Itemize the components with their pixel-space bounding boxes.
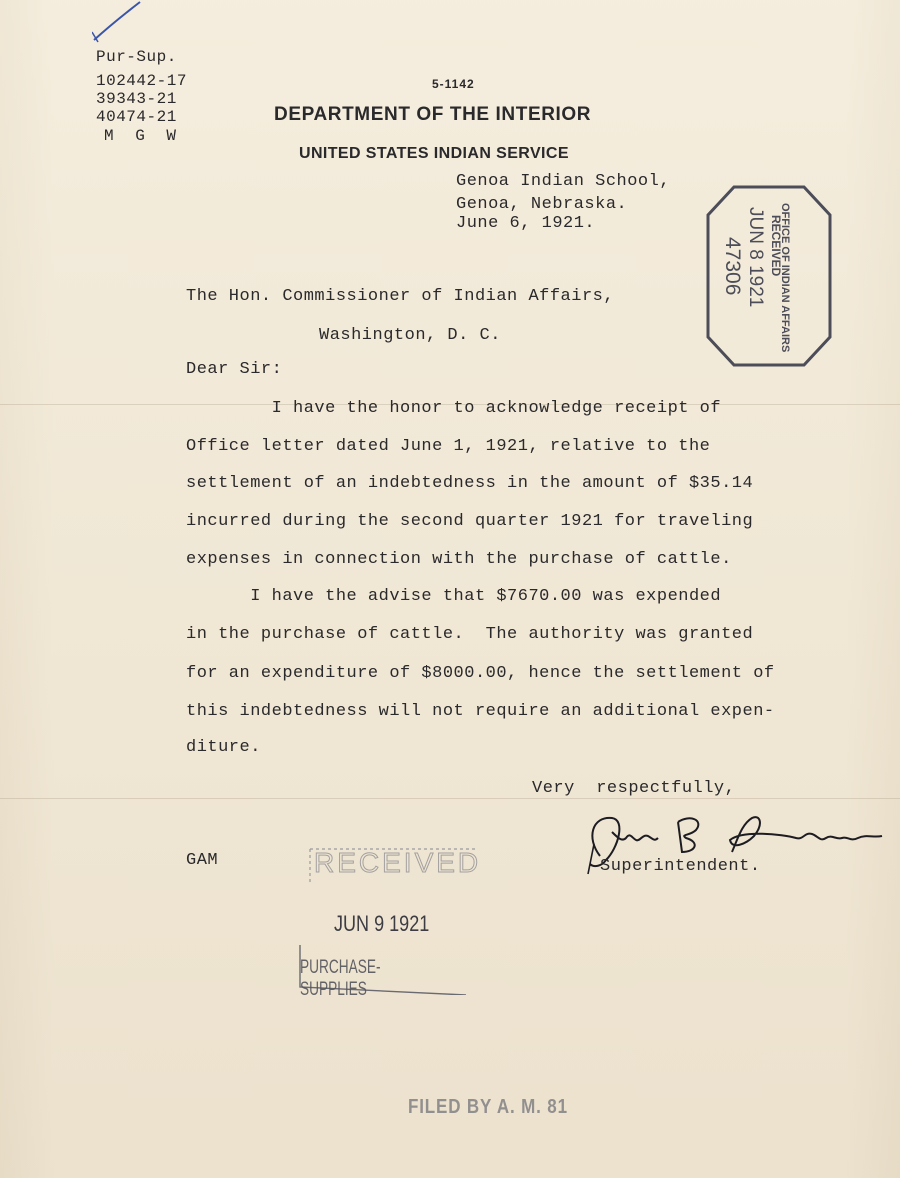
body-line: settlement of an indebtedness in the amount of $35.14 — [186, 474, 754, 493]
file-code: Pur-Sup. — [96, 48, 177, 66]
signer-title: Superintendent. — [600, 857, 761, 876]
closing: Very respectfully, — [532, 779, 736, 798]
department-heading: DEPARTMENT OF THE INTERIOR — [274, 104, 592, 125]
body-line: I have the advise that $7670.00 was expended — [186, 587, 722, 606]
stamp-date: JUN 9 1921 — [334, 911, 430, 936]
pen-mark — [92, 0, 142, 44]
recipient-title: The Hon. Commissioner of Indian Affairs, — [186, 287, 615, 306]
body-line: I have the honor to acknowledge receipt of — [186, 399, 722, 418]
body-line: in the purchase of cattle. The authority was granted — [186, 625, 754, 644]
body-line: diture. — [186, 738, 261, 757]
body-line: incurred during the second quarter 1921 for traveling — [186, 512, 754, 531]
school-name: Genoa Indian School, — [456, 172, 671, 191]
stamp-label: RECEIVED — [314, 847, 482, 878]
body-line: this indebtedness will not require an additional expen- — [186, 702, 775, 721]
reference-number: 40474-21 — [96, 108, 177, 126]
service-heading: UNITED STATES INDIAN SERVICE — [299, 145, 569, 162]
stamp-date: JUN 8 1921 — [745, 207, 766, 308]
stamp-number: 47306 — [721, 237, 744, 296]
letter-date: June 6, 1921. — [456, 214, 596, 233]
recipient-city: Washington, D. C. — [319, 326, 501, 345]
reference-number: 39343-21 — [96, 90, 177, 108]
stamp-division: PURCHASE-SUPPLIES — [300, 957, 381, 1000]
form-number: 5-1142 — [432, 77, 475, 91]
stamp-label: RECEIVED — [769, 215, 783, 277]
reference-number: 102442-17 — [96, 72, 187, 90]
purchase-received-stamp — [296, 845, 486, 1000]
received-stamp — [706, 185, 832, 367]
typist-initials: GAM — [186, 851, 219, 870]
school-city: Genoa, Nebraska. — [456, 195, 628, 214]
stamp-office: OFFICE OF INDIAN AFFAIRS — [779, 203, 791, 353]
reference-initials: M G W — [104, 127, 183, 145]
salutation: Dear Sir: — [186, 360, 283, 379]
body-line: expenses in connection with the purchase of cattle. — [186, 550, 732, 569]
body-line: Office letter dated June 1, 1921, relative to the — [186, 437, 711, 456]
body-line: for an expenditure of $8000.00, hence the settlement of — [186, 664, 775, 683]
filed-stamp: FILED BY A. M. 81 — [408, 1096, 568, 1118]
